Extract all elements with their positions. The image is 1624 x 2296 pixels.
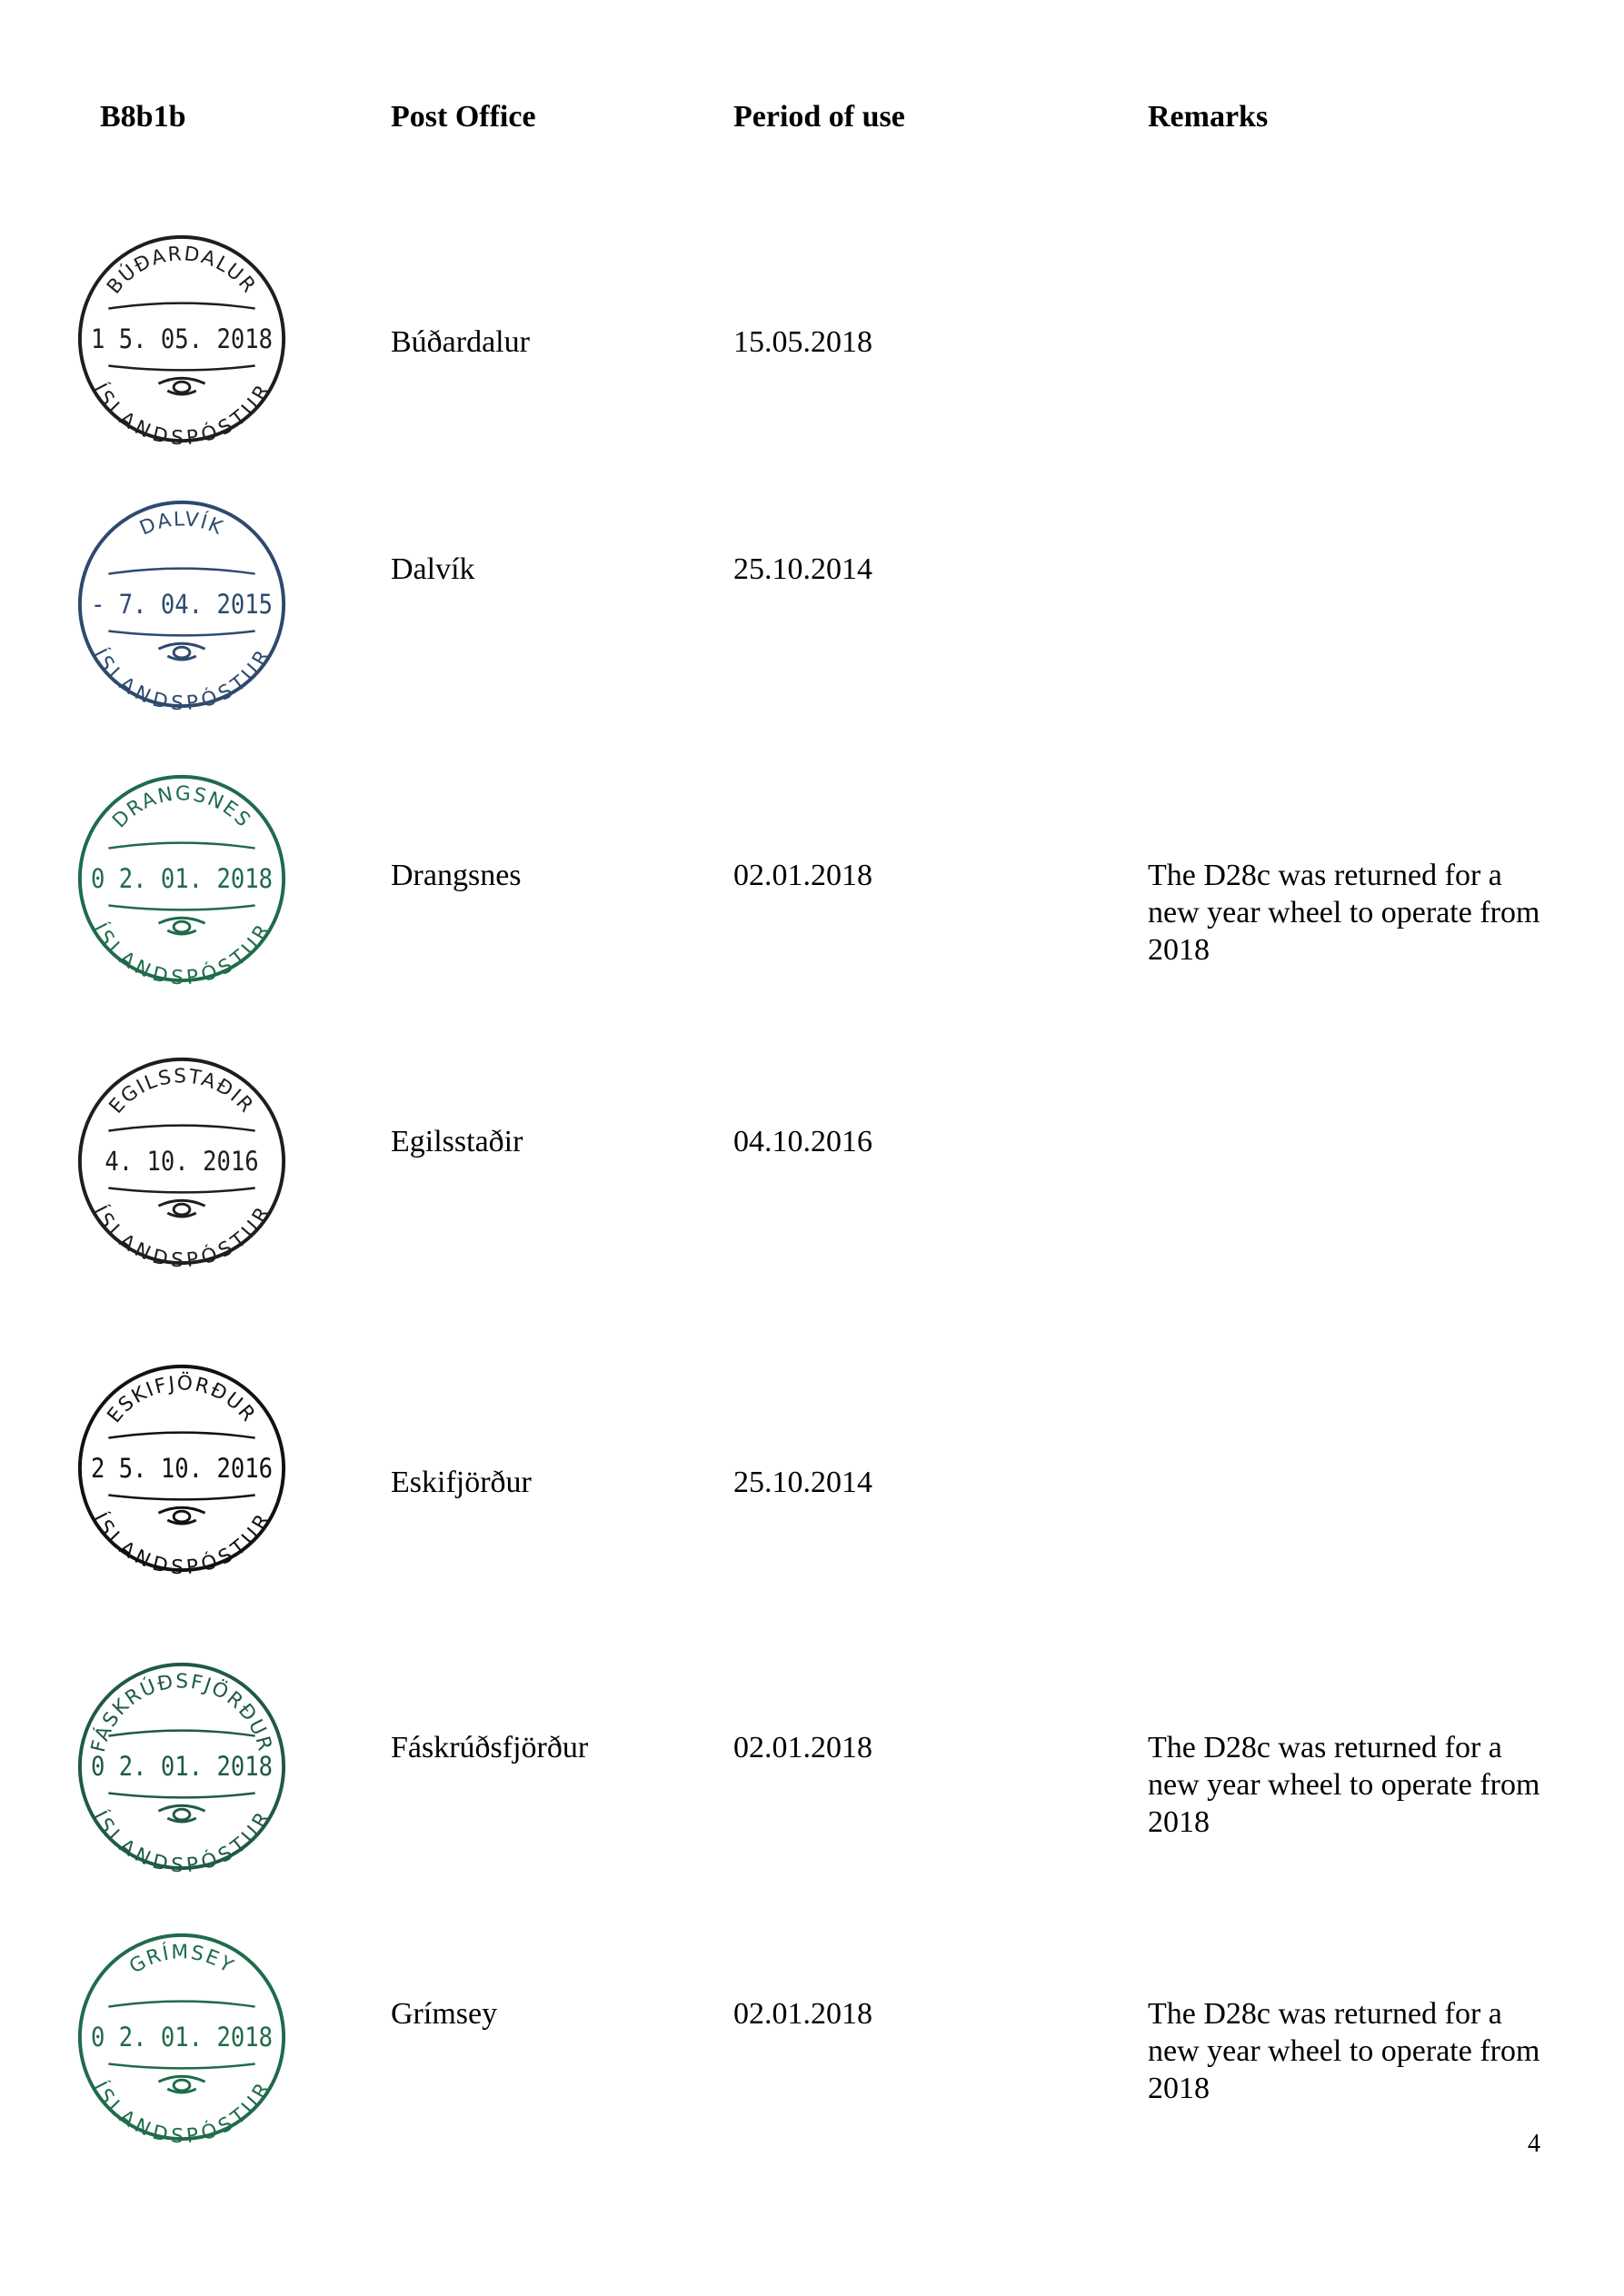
period-of-use: 02.01.2018 <box>733 859 872 892</box>
postmark-stamp <box>75 497 289 711</box>
svg-text:DRANGSNES: DRANGSNES <box>108 782 256 833</box>
postmark-stamp <box>75 771 289 986</box>
postmark-svg <box>75 1659 289 1874</box>
header-remarks: Remarks <box>1148 100 1269 134</box>
postmark-svg <box>75 771 289 986</box>
svg-text:DALVÍK: DALVÍK <box>136 508 227 541</box>
postmark-stamp <box>75 1361 289 1575</box>
postmark-svg <box>75 1930 289 2144</box>
svg-text:- 7. 04. 2015: - 7. 04. 2015 <box>90 589 274 621</box>
remark: The D28c was returned for a new year wheel to operate from 2018 <box>1148 859 1540 967</box>
header-catalog-number: B8b1b <box>100 100 186 134</box>
remark: The D28c was returned for a new year wheel to operate from 2018 <box>1148 1731 1540 1839</box>
svg-text:1 5. 05. 2018: 1 5. 05. 2018 <box>90 323 274 355</box>
period-of-use: 25.10.2014 <box>733 552 872 586</box>
svg-text:FÁSKRÚÐSFJÖRÐUR: FÁSKRÚÐSFJÖRÐUR <box>86 1670 277 1755</box>
svg-text:ÍSLANDSPÓSTUR: ÍSLANDSPÓSTUR <box>87 2078 275 2144</box>
period-of-use: 15.05.2018 <box>733 325 872 359</box>
svg-text:ÍSLANDSPÓSTUR: ÍSLANDSPÓSTUR <box>87 1509 275 1575</box>
postmark-svg <box>75 1361 289 1575</box>
postmark-svg <box>75 1054 289 1268</box>
header-period-of-use: Period of use <box>733 100 905 134</box>
post-office-name: Drangsnes <box>391 859 522 892</box>
post-office-name: Grímsey <box>391 1997 498 2031</box>
remark: The D28c was returned for a new year wheel to operate from 2018 <box>1148 1997 1540 2105</box>
period-of-use: 04.10.2016 <box>733 1125 872 1158</box>
header-post-office: Post Office <box>391 100 536 134</box>
period-of-use: 25.10.2014 <box>733 1466 872 1499</box>
svg-text:ÍSLANDSPÓSTUR: ÍSLANDSPÓSTUR <box>87 380 275 446</box>
svg-text:0 2. 01. 2018: 0 2. 01. 2018 <box>90 863 274 895</box>
svg-text:ESKIFJÖRÐUR: ESKIFJÖRÐUR <box>103 1372 261 1427</box>
svg-text:ÍSLANDSPÓSTUR: ÍSLANDSPÓSTUR <box>87 1807 275 1874</box>
svg-text:ÍSLANDSPÓSTUR: ÍSLANDSPÓSTUR <box>87 1202 275 1268</box>
svg-text:ÍSLANDSPÓSTUR: ÍSLANDSPÓSTUR <box>87 919 275 986</box>
svg-text:0 2. 01. 2018: 0 2. 01. 2018 <box>90 2022 274 2053</box>
svg-text:0 2. 01. 2018: 0 2. 01. 2018 <box>90 1751 274 1783</box>
page-number: 4 <box>1528 2130 1540 2158</box>
postmark-stamp <box>75 232 289 446</box>
postmark-stamp <box>75 1930 289 2144</box>
postmark-stamp <box>75 1054 289 1268</box>
svg-text:GRÍMSEY: GRÍMSEY <box>125 1941 239 1979</box>
post-office-name: Búðardalur <box>391 325 530 359</box>
post-office-name: Eskifjörður <box>391 1466 532 1499</box>
post-office-name: Fáskrúðsfjörður <box>391 1731 589 1764</box>
post-office-name: Dalvík <box>391 552 475 586</box>
period-of-use: 02.01.2018 <box>733 1731 872 1764</box>
period-of-use: 02.01.2018 <box>733 1997 872 2031</box>
svg-text:2 5. 10. 2016: 2 5. 10. 2016 <box>90 1453 274 1485</box>
post-office-name: Egilsstaðir <box>391 1125 523 1158</box>
svg-text:ÍSLANDSPÓSTUR: ÍSLANDSPÓSTUR <box>87 645 275 711</box>
svg-text:EGILSSTAÐIR: EGILSSTAÐIR <box>105 1065 259 1118</box>
postmark-svg <box>75 232 289 446</box>
svg-text:BÚÐARDALUR: BÚÐARDALUR <box>103 243 261 299</box>
postmark-stamp <box>75 1659 289 1874</box>
svg-text:4. 10. 2016: 4. 10. 2016 <box>105 1146 259 1178</box>
postmark-svg <box>75 497 289 711</box>
